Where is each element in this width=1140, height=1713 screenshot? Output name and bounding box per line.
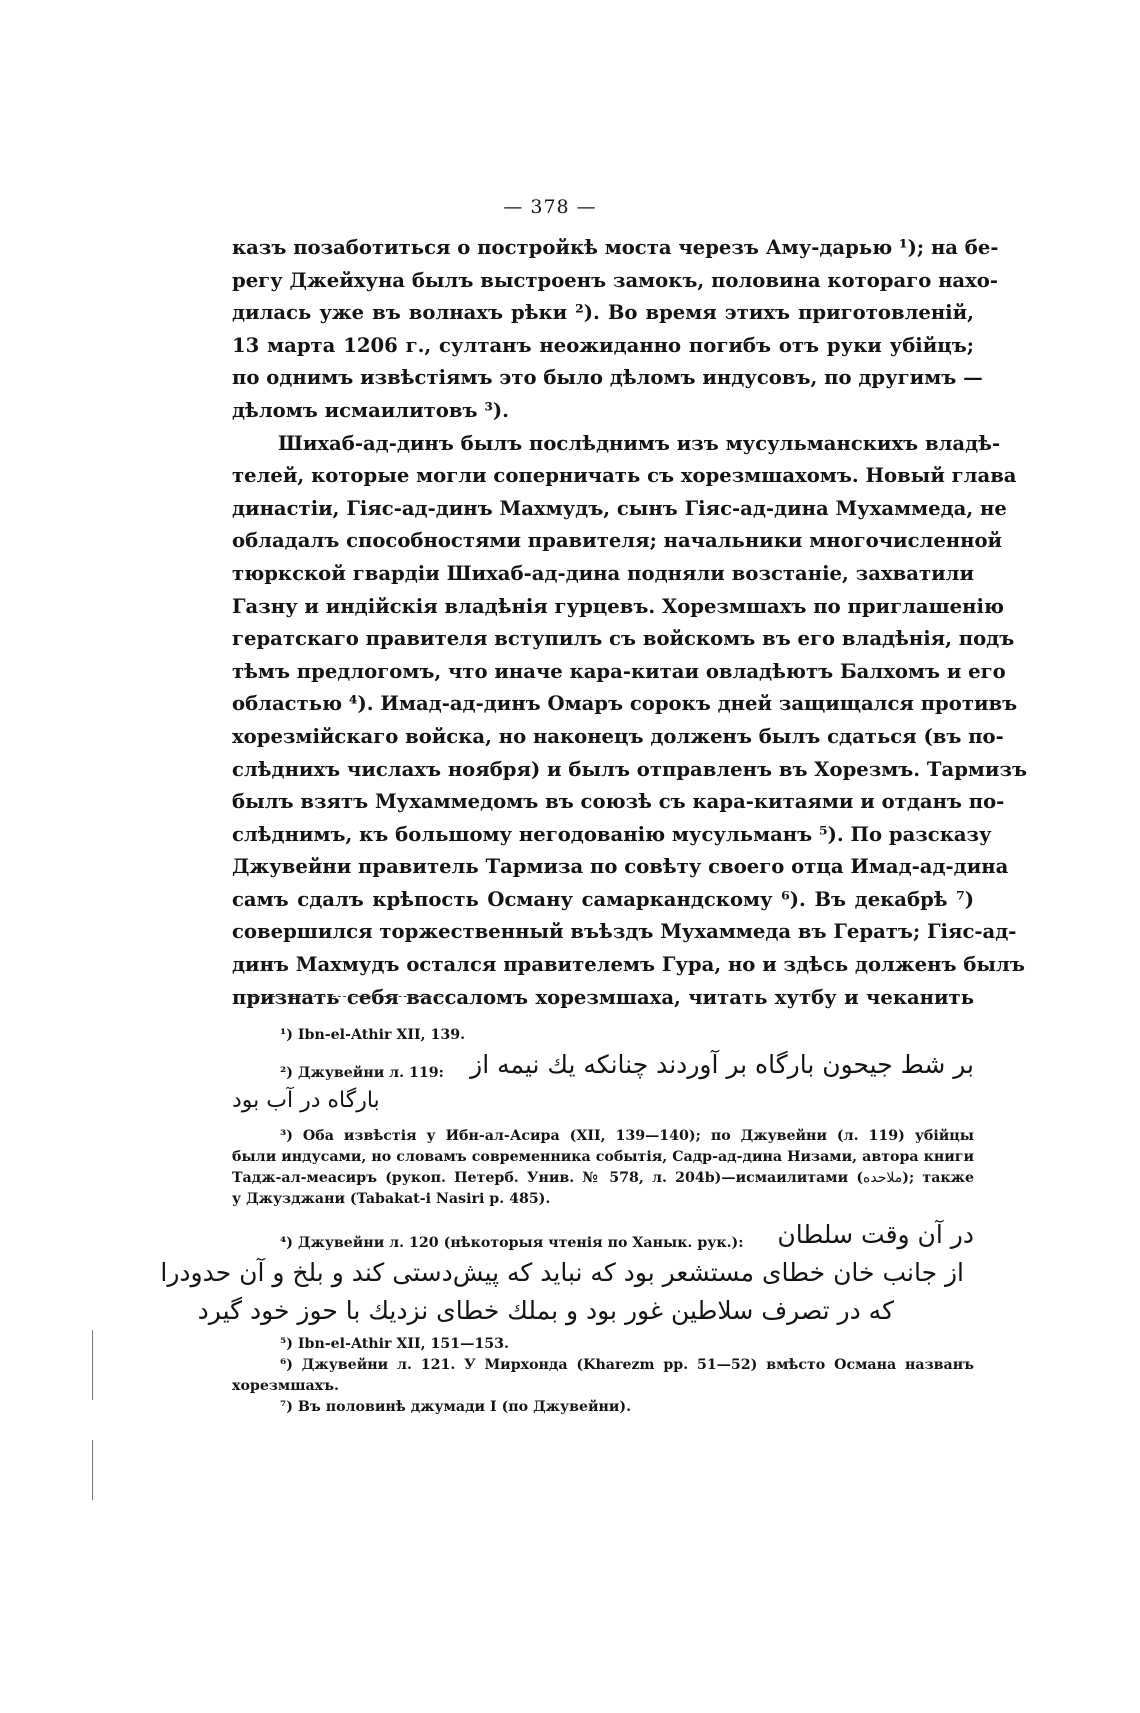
footnote-text: хорезмшахъ. xyxy=(232,1378,339,1394)
footnote-3-line xyxy=(232,1168,974,1189)
text-line: совершился торжественный въѣздъ Мухаммеда въ Гератъ; Гіяс-ад- xyxy=(232,920,1017,944)
footnote-text: Въ половинѣ джумади I (по Джувейни). xyxy=(297,1399,632,1415)
footnote-7 xyxy=(232,1397,974,1418)
main-text xyxy=(232,232,1027,1014)
text-line: по однимъ извѣстіямъ это было дѣломъ индусовъ, по другимъ — xyxy=(232,366,983,390)
arabic-quote: که در تصرف سلاطین غور بود و بملك خطای نزدیك با حوز خود گیرد xyxy=(197,1296,894,1325)
text-line: Шихаб-ад-динъ былъ послѣднимъ изъ мусульманскихъ владѣ- xyxy=(278,431,1001,455)
text-line: самъ сдалъ крѣпость Осману самаркандскому ⁶). Въ декабрѣ ⁷) xyxy=(232,887,974,911)
text-line: слѣднихъ числахъ ноября) и былъ отправленъ въ Хорезмъ. Тармизъ xyxy=(232,757,1027,781)
footnote-mark: ⁶) xyxy=(280,1357,293,1373)
scan-edge-mark xyxy=(92,1330,93,1400)
text-line: слѣднимъ, къ большому негодованію мусульманъ ⁵). По разсказу xyxy=(232,822,992,846)
footnotes xyxy=(160,1025,974,1418)
text-line: дѣломъ исмаилитовъ ³). xyxy=(232,398,510,422)
text-line: династіи, Гіяс-ад-динъ Махмудъ, сынъ Гіяс-ад-дина Мухаммеда, не xyxy=(232,496,1007,520)
footnote-5 xyxy=(232,1334,974,1355)
arabic-quote: در آن وقت سلطان xyxy=(777,1220,974,1249)
footnote-text: Ibn-el-Athir XII, 139. xyxy=(297,1027,466,1043)
footnote-6 xyxy=(232,1355,974,1376)
footnote-text: Джувейни л. 119: xyxy=(297,1065,444,1081)
footnote-mark: ²) xyxy=(280,1065,293,1081)
footnote-text: ); также xyxy=(902,1170,974,1186)
text-line: дилась уже въ волнахъ рѣки ²). Во время этихъ приготовленій, xyxy=(232,301,974,325)
text-line: тѣмъ предлогомъ, что иначе кара-китаи овладѣютъ Балхомъ и его xyxy=(232,659,1006,683)
text-line: Газну и индійскія владѣнія гурцевъ. Хорезмшахъ по приглашенію xyxy=(232,594,1005,618)
footnote-text: Оба извѣстія у Ибн-ал-Асира (XII, 139—140); по Джувейни (л. 119) убійцы xyxy=(302,1128,974,1144)
footnote-text: Ibn-el-Athir XII, 151—153. xyxy=(297,1336,509,1352)
footnote-mark: ⁴) xyxy=(280,1235,293,1251)
text-line: телей, которые могли соперничать съ хорезмшахомъ. Новый глава xyxy=(232,464,1017,488)
footnote-text: у Джузджани (Tabakat-i Nasiri p. 485). xyxy=(232,1191,551,1207)
footnote-4 xyxy=(232,1216,974,1254)
page-number: — 378 — xyxy=(503,196,597,218)
footnote-mark: ¹) xyxy=(280,1027,293,1043)
text-line: былъ взятъ Мухаммедомъ въ союзѣ съ кара-китаями и отданъ по- xyxy=(232,790,1005,814)
text-line: областью ⁴). Имад-ад-динъ Омаръ сорокъ дней защищался противъ xyxy=(232,692,1018,716)
footnote-2 xyxy=(232,1046,974,1084)
text-line: хорезмійскаго войска, но наконецъ долженъ былъ сдаться (въ по- xyxy=(232,724,1004,748)
scan-edge-mark xyxy=(92,1440,93,1500)
text-line: обладалъ способностями правителя; начальники многочисленной xyxy=(232,529,1003,553)
text-line: Джувейни правитель Тармиза по совѣту своего отца Имад-ад-дина xyxy=(232,855,1009,879)
footnote-text: были индусами, но словамъ современника событія, Садр-ад-дина Низами, автора книги xyxy=(232,1149,974,1165)
text-line: регу Джейхуна былъ выстроенъ замокъ, половина котораго нахо- xyxy=(232,268,999,292)
text-line: гератскаго правителя вступилъ съ войскомъ въ его владѣнія, подъ xyxy=(232,627,1015,651)
footnote-mark: ³) xyxy=(280,1128,293,1144)
footnote-mark: ⁵) xyxy=(280,1336,293,1352)
text-line: признать себя вассаломъ хорезмшаха, читать хутбу и чеканить xyxy=(232,985,974,1009)
arabic-quote: از جانب خان خطای مستشعر بود که نباید که پیش‌دستی کند و بلخ و آن حدودرا xyxy=(160,1258,964,1287)
footnote-text: Джувейни л. 120 (нѣкоторыя чтенія по Ханык. рук.): xyxy=(297,1235,744,1251)
footnote-1 xyxy=(232,1025,974,1046)
arabic-word: ملاحده xyxy=(863,1170,903,1186)
text-line: тюркской гвардіи Шихаб-ад-дина подняли возстаніе, захватили xyxy=(232,561,974,585)
text-line: казъ позаботиться о постройкѣ моста черезъ Аму-дарью ¹); на бе- xyxy=(232,236,999,259)
footnote-3 xyxy=(232,1126,974,1147)
arabic-quote: بر شط جیحون بارگاه بر آوردند چنانکه یك نیمه از xyxy=(470,1050,974,1079)
footnote-text: Тадж-ал-меасиръ (рукоп. Петерб. Унив. № 578, л. 204b)—исмаилитами ( xyxy=(232,1170,864,1186)
footnote-mark: ⁷) xyxy=(280,1399,293,1415)
text-line: динъ Махмудъ остался правителемъ Гура, но и здѣсь долженъ былъ xyxy=(232,953,1025,977)
text-line: 13 марта 1206 г., султанъ неожиданно погибъ отъ руки убійцъ; xyxy=(232,333,974,357)
footnote-text: Джувейни л. 121. У Мирхонда (Kharezm pp. 51—52) вмѣсто Османа названъ xyxy=(301,1357,974,1373)
footnote-separator xyxy=(252,996,442,998)
arabic-quote: بارگاه در آب بود xyxy=(232,1088,380,1113)
